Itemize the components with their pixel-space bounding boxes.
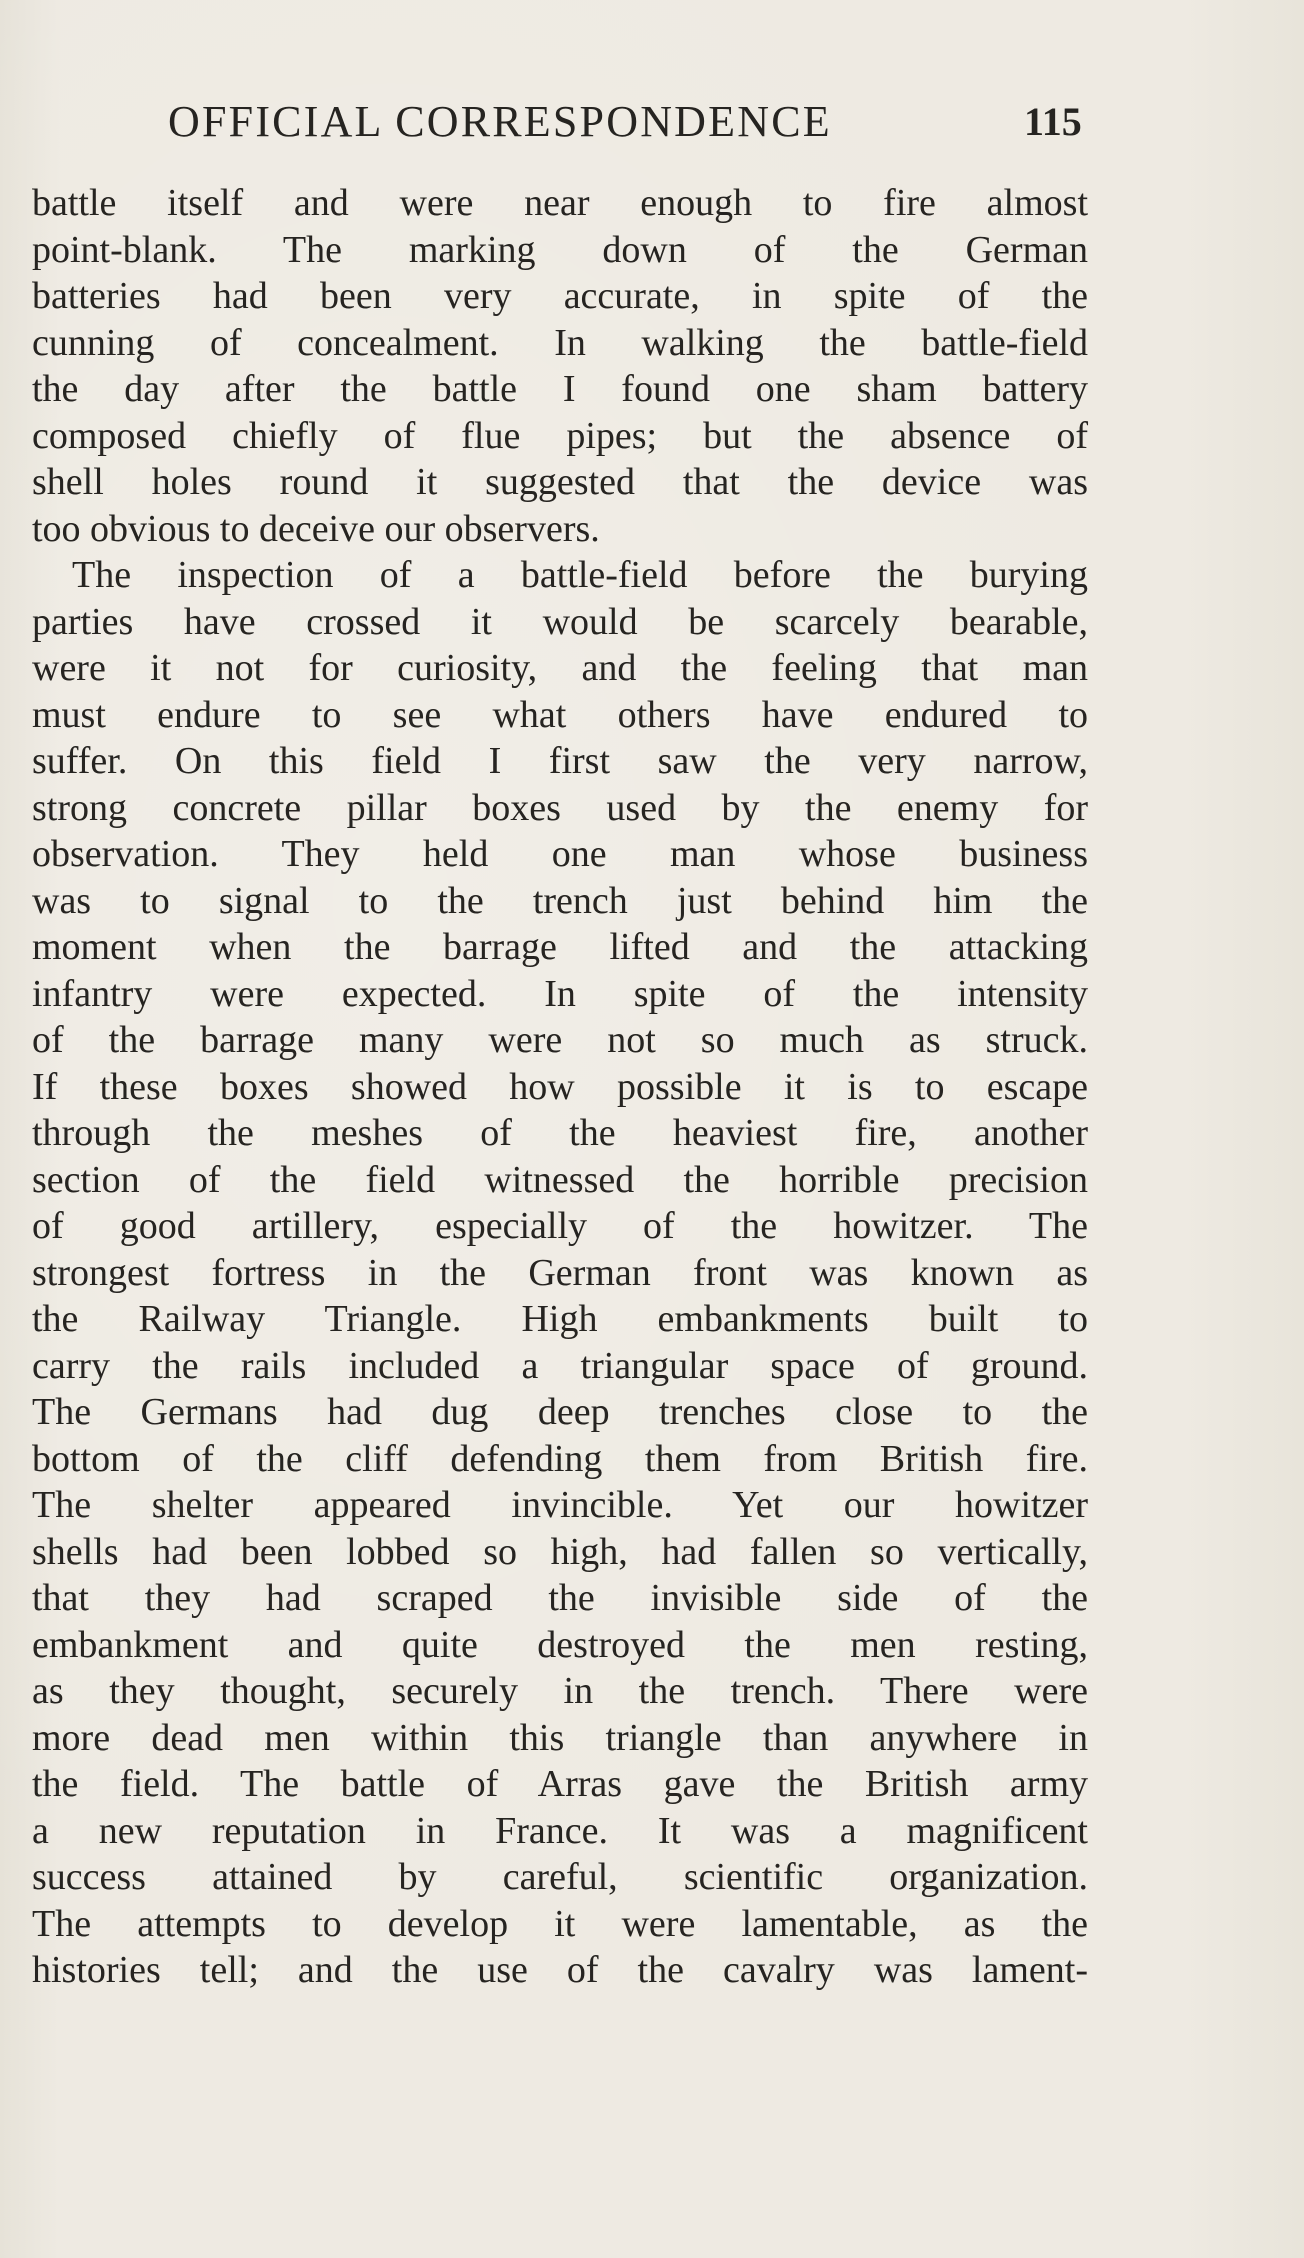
text-line: of good artillery, especially of the howitzer. The <box>32 1205 1088 1247</box>
text-line: suffer. On this field I first saw the very narrow, <box>32 740 1088 782</box>
text-line: the day after the battle I found one sham battery <box>32 368 1088 410</box>
text-line: cunning of concealment. In walking the battle-field <box>32 321 1088 364</box>
text-line: section of the field witnessed the horrible precision <box>32 1158 1088 1201</box>
text-line: carry the rails included a triangular space of ground. <box>32 1344 1088 1387</box>
text-line: were it not for curiosity, and the feeling that man <box>32 647 1088 689</box>
text-line: If these boxes showed how possible it is to escape <box>32 1065 1088 1108</box>
text-line: was to signal to the trench just behind him the <box>32 879 1088 922</box>
running-head <box>0 92 1304 152</box>
text-line: The attempts to develop it were lamentable, as the <box>32 1902 1088 1945</box>
text-line: shells had been lobbed so high, had fallen so vertically, <box>32 1530 1088 1573</box>
text-line: histories tell; and the use of the cavalry was lament- <box>32 1949 1088 1991</box>
text-line: a new reputation in France. It was a magnificent <box>32 1809 1088 1852</box>
running-head-title: OFFICIAL CORRESPONDENCE <box>168 97 832 146</box>
text-line: must endure to see what others have endured to <box>32 693 1088 736</box>
text-line: that they had scraped the invisible side of the <box>32 1577 1088 1619</box>
text-line: parties have crossed it would be scarcely bearable, <box>32 600 1088 643</box>
text-line: The inspection of a battle-field before the burying <box>72 554 1088 596</box>
text-line: strongest fortress in the German front was known as <box>32 1251 1088 1294</box>
text-line: through the meshes of the heaviest fire, another <box>32 1112 1088 1154</box>
text-line: too obvious to deceive our observers. <box>32 507 600 550</box>
text-line: the field. The battle of Arras gave the British army <box>32 1763 1088 1805</box>
text-line: bottom of the cliff defending them from British fire. <box>32 1437 1088 1480</box>
text-line: infantry were expected. In spite of the intensity <box>32 972 1088 1015</box>
text-line: as they thought, securely in the trench. There were <box>32 1670 1088 1712</box>
body-text <box>32 180 1088 1994</box>
text-line: of the barrage many were not so much as struck. <box>32 1019 1088 1061</box>
text-line: point-blank. The marking down of the German <box>32 228 1088 271</box>
page-number: 115 <box>1024 99 1082 144</box>
text-line: strong concrete pillar boxes used by the enemy for <box>32 786 1088 829</box>
text-line: success attained by careful, scientific organization. <box>32 1856 1088 1898</box>
text-line: moment when the barrage lifted and the attacking <box>32 926 1088 968</box>
text-line: batteries had been very accurate, in spite of the <box>32 275 1088 317</box>
text-line: The Germans had dug deep trenches close to the <box>32 1391 1088 1433</box>
text-line: more dead men within this triangle than anywhere in <box>32 1716 1088 1759</box>
text-line: the Railway Triangle. High embankments built to <box>32 1298 1088 1340</box>
text-line: embankment and quite destroyed the men resting, <box>32 1623 1088 1666</box>
text-line: observation. They held one man whose business <box>32 833 1088 875</box>
text-line: shell holes round it suggested that the device was <box>32 461 1088 503</box>
text-line: The shelter appeared invincible. Yet our howitzer <box>32 1484 1088 1526</box>
text-line: composed chiefly of flue pipes; but the absence of <box>32 414 1088 457</box>
text-line: battle itself and were near enough to fire almost <box>32 182 1088 224</box>
